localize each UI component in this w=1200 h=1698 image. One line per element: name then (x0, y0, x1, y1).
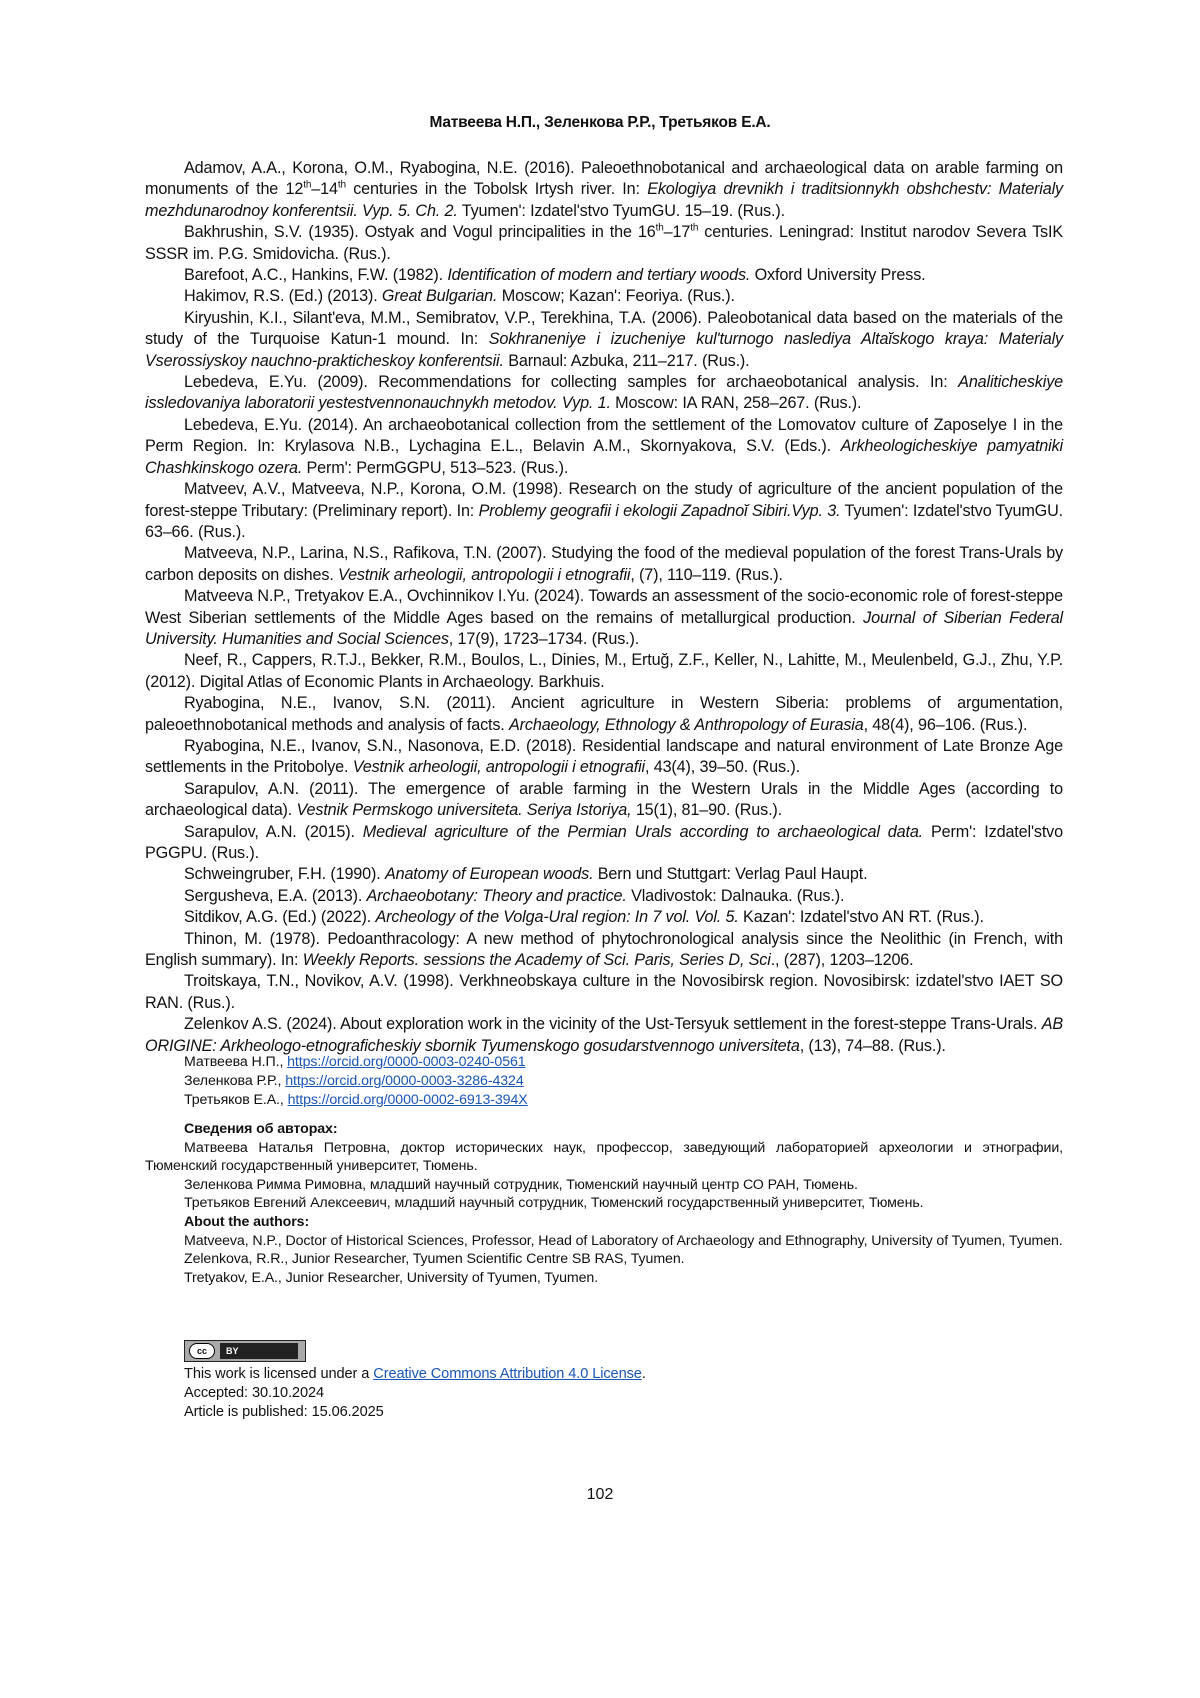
reference-item (145, 265, 1063, 286)
superscript: th (337, 180, 346, 192)
orcid-author-name: Третьяков Е.А., (184, 1092, 288, 1108)
reference-source-title: Identification of modern and tertiary woods. (447, 266, 751, 285)
reference-item (145, 286, 1063, 307)
reference-text: , 17(9), 1723–1734. (Rus.). (448, 629, 640, 648)
reference-source-title: Archaeology, Ethnology & Anthropology of Eurasia (509, 715, 864, 734)
superscript: th (690, 222, 699, 234)
superscript: th (655, 222, 664, 234)
reference-text: Barefoot, A.C., Hankins, F.W. (1982). (184, 266, 448, 285)
reference-source-title: Medieval agriculture of the Permian Urals according to archaeological data. (362, 822, 924, 841)
orcid-link[interactable]: https://orcid.org/0000-0003-0240-0561 (287, 1054, 526, 1070)
license-section (184, 1365, 646, 1422)
cc-icon: cc (189, 1343, 215, 1359)
reference-item (145, 971, 1063, 1014)
reference-item (145, 158, 1063, 222)
reference-item (145, 308, 1063, 372)
reference-text: –14 (311, 180, 338, 199)
reference-text: Sergusheva, E.A. (2013). (184, 886, 367, 905)
license-link[interactable]: Creative Commons Attribution 4.0 License (373, 1366, 642, 1382)
reference-text: Schweingruber, F.H. (1990). (184, 865, 385, 884)
reference-text: Oxford University Press. (750, 266, 926, 285)
reference-source-title: Weekly Reports. sessions the Academy of Sci. Paris, Series D, Sci (302, 951, 771, 970)
reference-source-title: AB ORIGINE: Arkheologo-etnograficheskiy sbornik Tyumenskogo gosudarstvennogo universiteta (145, 1015, 1063, 1055)
reference-text: Kazan': Izdatel'stvo AN RT. (Rus.). (738, 908, 984, 927)
reference-source-title: Sokhraneniye i izucheniye kul'turnogo naslediya Altaĭskogo kraya: Materialy Vserossiyskoy nauchno-prakticheskoy konferentsii. (145, 330, 1063, 370)
reference-text: Sarapulov, A.N. (2011). The emergence of arable farming in the Western Urals in the Middle Ages (according to archaeological data). (145, 779, 1063, 820)
orcid-author-name: Зеленкова Р.Р., (184, 1073, 286, 1089)
reference-text: Vladivostok: Dalnauka. (Rus.). (626, 886, 845, 905)
reference-source-title: Anatomy of European woods. (384, 865, 594, 884)
page-number: 102 (586, 1486, 614, 1503)
reference-item (145, 736, 1063, 779)
reference-text: Adamov, A.A., Korona, O.M., Ryabogina, N.E. (2016). Paleoethnobotanical and archaeological data on arable farming on monuments of the 12 (145, 159, 1063, 199)
reference-source-title: Ekologiya drevnikh i traditsionnykh obshchestv: Materialy mezhdunarodnoy konferentsii. Vyp. 5. Ch. 2. (145, 180, 1063, 220)
orcid-link[interactable]: https://orcid.org/0000-0003-3286-4324 (285, 1073, 524, 1089)
reference-text: Ryabogina, N.E., Ivanov, S.N. (2011). Ancient agriculture in Western Siberia: problems of argumentation, paleoethnobotanical methods and analysis of facts. (145, 694, 1063, 734)
reference-source-title: Great Bulgarian. (381, 287, 498, 306)
reference-text: Barnaul: Azbuka, 211–217. (Rus.). (503, 351, 750, 370)
reference-text: centuries in the Tobolsk Irtysh river. In: (345, 180, 648, 199)
reference-item (145, 479, 1063, 543)
reference-item (145, 650, 1063, 693)
reference-text: , (7), 110–119. (Rus.). (630, 565, 783, 584)
reference-text: –17 (663, 223, 691, 242)
reference-text: Ryabogina, N.E., Ivanov, S.N., Nasonova, E.D. (2018). Residential landscape and natural environment of Late Bronze Age settlements in the Pritobolye. (145, 736, 1063, 777)
reference-text: Matveeva N.P., Tretyakov E.A., Ovchinnikov I.Yu. (2024). Towards an assessment of the socio-economic role of forest-steppe West Siberian settlements of the Middle Ages based on the remains of metallurgical production. (145, 587, 1063, 627)
reference-text: , 43(4), 39–50. (Rus.). (645, 758, 800, 777)
reference-text: , 48(4), 96–106. (Rus.). (863, 715, 1028, 734)
reference-source-title: Archeology of the Volga-Ural region: In 7 vol. Vol. 5. (375, 908, 739, 927)
reference-text: Hakimov, R.S. (Ed.) (2013). (184, 287, 382, 306)
reference-text: Sarapulov, A.N. (2015). (184, 822, 363, 841)
authors-ru-list (145, 1139, 1063, 1213)
reference-text: Thinon, M. (1978). Pedoanthracology: A new method of phytochronological analysis since the Neolithic (in French, with English summary). In: (145, 929, 1063, 970)
reference-source-title: Vestnik arheologii, antropologii i etnografii (352, 758, 646, 777)
reference-item (145, 415, 1063, 479)
reference-text: Matveev, A.V., Matveeva, N.P., Korona, O.M. (1998). Research on the study of agriculture of the ancient population of the forest-steppe Tributary: (Preliminary report). In: (145, 480, 1063, 520)
reference-text: ., (287), 1203–1206. (770, 951, 914, 970)
reference-item (145, 1014, 1063, 1057)
reference-text: Zelenkov A.S. (2024). About exploration work in the vicinity of the Ust-Tersyuk settlement in the forest-steppe Trans-Urals. (184, 1015, 1042, 1034)
orcid-link[interactable]: https://orcid.org/0000-0002-6913-394X (287, 1092, 528, 1108)
reference-item (145, 372, 1063, 415)
license-line (184, 1365, 646, 1384)
reference-source-title: Vestnik arheologii, antropologii i etnografii (338, 565, 631, 584)
reference-source-title: Problemy geografii i ekologii Zapadnoĭ Sibiri.Vyp. 3. (478, 501, 841, 520)
reference-item (145, 886, 1063, 907)
author-info: Третьяков Евгений Алексеевич, младший научный сотрудник, Тюменский государственный университет, Тюмень. (184, 1195, 924, 1212)
reference-text: Tyumen': Izdatel'stvo TyumGU. 63–66. (Rus.). (145, 501, 1063, 541)
reference-source-title: Archaeobotany: Theory and practice. (366, 886, 627, 905)
authors-section (145, 1120, 1063, 1287)
reference-text: , (13), 74–88. (Rus.). (799, 1036, 946, 1055)
reference-source-title: Journal of Siberian Federal University. Humanities and Social Sciences (145, 608, 1063, 648)
license-prefix: This work is licensed under a (184, 1366, 374, 1382)
reference-source-title: Analiticheskiye issledovaniya laboratorii yestestvennonauchnykh metodov. Vyp. 1. (145, 373, 1063, 413)
authors-en-heading: About the authors: (184, 1213, 310, 1230)
author-info: Зеленкова Римма Римовна, младший научный сотрудник, Тюменский научный центр СО РАН, Тюмень. (184, 1176, 858, 1193)
author-info: Матвеева Наталья Петровна, доктор исторических наук, профессор, заведующий лабораторией археологии и этнографии, Тюменский государственный университет, Тюмень. (145, 1139, 1063, 1175)
reference-item (145, 929, 1063, 972)
author-info: Tretyakov, E.A., Junior Researcher, University of Tyumen, Tyumen. (184, 1269, 599, 1286)
reference-source-title: Arkheologicheskiye pamyatniki Chashkinskogo ozera. (145, 437, 1063, 477)
reference-text: Perm': PermGGPU, 513–523. (Rus.). (302, 458, 569, 477)
reference-item (145, 822, 1063, 865)
reference-source-title: Vestnik Permskogo universiteta. Seriya Istoriya, (296, 801, 632, 820)
orcid-item (184, 1091, 528, 1110)
reference-text: Lebedeva, E.Yu. (2014). An archaeobotanical collection from the settlement of the Lomovatov culture of Zaposelye I in the Perm Region. In: Krylasova N.B., Lychagina E.L., Belavin A.M., Skornyakova, S.V. (Eds.). (145, 415, 1063, 456)
reference-text: centuries. Leningrad: Institut narodov Severa TsIK SSSR im. P.G. Smidovicha. (Rus.). (145, 223, 1063, 263)
orcid-list (184, 1053, 528, 1110)
reference-item (145, 543, 1063, 586)
reference-item (145, 586, 1063, 650)
reference-text: Sitdikov, A.G. (Ed.) (2022). (184, 908, 376, 927)
reference-item (145, 222, 1063, 265)
superscript: th (303, 180, 312, 192)
authors-en-list (145, 1232, 1063, 1288)
authors-ru-heading: Сведения об авторах: (184, 1121, 338, 1137)
cc-by-license-badge[interactable] (184, 1340, 306, 1362)
reference-text: Tyumen': Izdatel'stvo TyumGU. 15–19. (Rus.). (457, 201, 785, 220)
reference-item (145, 864, 1063, 885)
reference-text: Matveeva, N.P., Larina, N.S., Rafikova, T.N. (2007). Studying the food of the medieval population of the forest Trans-Urals by carbon deposits on dishes. (145, 544, 1063, 584)
reference-text: Bakhrushin, S.V. (1935). Ostyak and Vogul principalities in the 16 (184, 223, 656, 242)
reference-text: Moscow: IA RAN, 258–267. (Rus.). (610, 394, 862, 413)
reference-list (145, 158, 1063, 1057)
license-suffix: . (641, 1366, 646, 1382)
reference-text: Troitskaya, T.N., Novikov, A.V. (1998). Verkhneobskaya culture in the Novosibirsk region. Novosibirsk: izdatel'stvo IAET SO RAN. (Rus.). (145, 972, 1063, 1012)
reference-text: Lebedeva, E.Yu. (2009). Recommendations for collecting samples for archaeobotanical analysis. In: (184, 373, 959, 392)
accepted-date: Accepted: 30.10.2024 (184, 1385, 324, 1401)
orcid-author-name: Матвеева Н.П., (184, 1054, 288, 1070)
reference-text: Perm': Izdatel'stvo PGGPU. (Rus.). (145, 822, 1063, 862)
reference-text: Neef, R., Cappers, R.T.J., Bekker, R.M., Boulos, L., Dinies, M., Ertuğ, Z.F., Keller, N., Lahitte, M., Meulenbeld, G.J., Zhu, Y.P. (2012). Digital Atlas of Economic Plants in Archaeology. Barkhuis. (145, 651, 1063, 691)
author-info: Matveeva, N.P., Doctor of Historical Sciences, Professor, Head of Laboratory of Archaeology and Ethnography, University of Tyumen, Tyumen. (184, 1232, 1063, 1249)
running-head: Матвеева Н.П., Зеленкова Р.Р., Третьяков Е.А. (429, 114, 771, 131)
author-info: Zelenkova, R.R., Junior Researcher, Tyumen Scientific Centre SB RAS, Tyumen. (184, 1251, 685, 1268)
orcid-item (184, 1053, 528, 1072)
reference-item (145, 693, 1063, 736)
reference-item (145, 907, 1063, 928)
reference-text: Moscow; Kazan': Feoriya. (Rus.). (497, 287, 735, 306)
reference-text: Kiryushin, K.I., Silant'eva, M.M., Semibratov, V.P., Terekhina, T.A. (2006). Paleobotanical data based on the materials of the study of the Turquoise Katun-1 mound. In: (145, 308, 1063, 349)
orcid-item (184, 1072, 528, 1091)
reference-item (145, 779, 1063, 822)
published-date: Article is published: 15.06.2025 (184, 1404, 384, 1420)
by-label: BY (220, 1343, 298, 1359)
reference-text: Bern und Stuttgart: Verlag Paul Haupt. (593, 865, 868, 884)
reference-text: 15(1), 81–90. (Rus.). (631, 801, 783, 820)
